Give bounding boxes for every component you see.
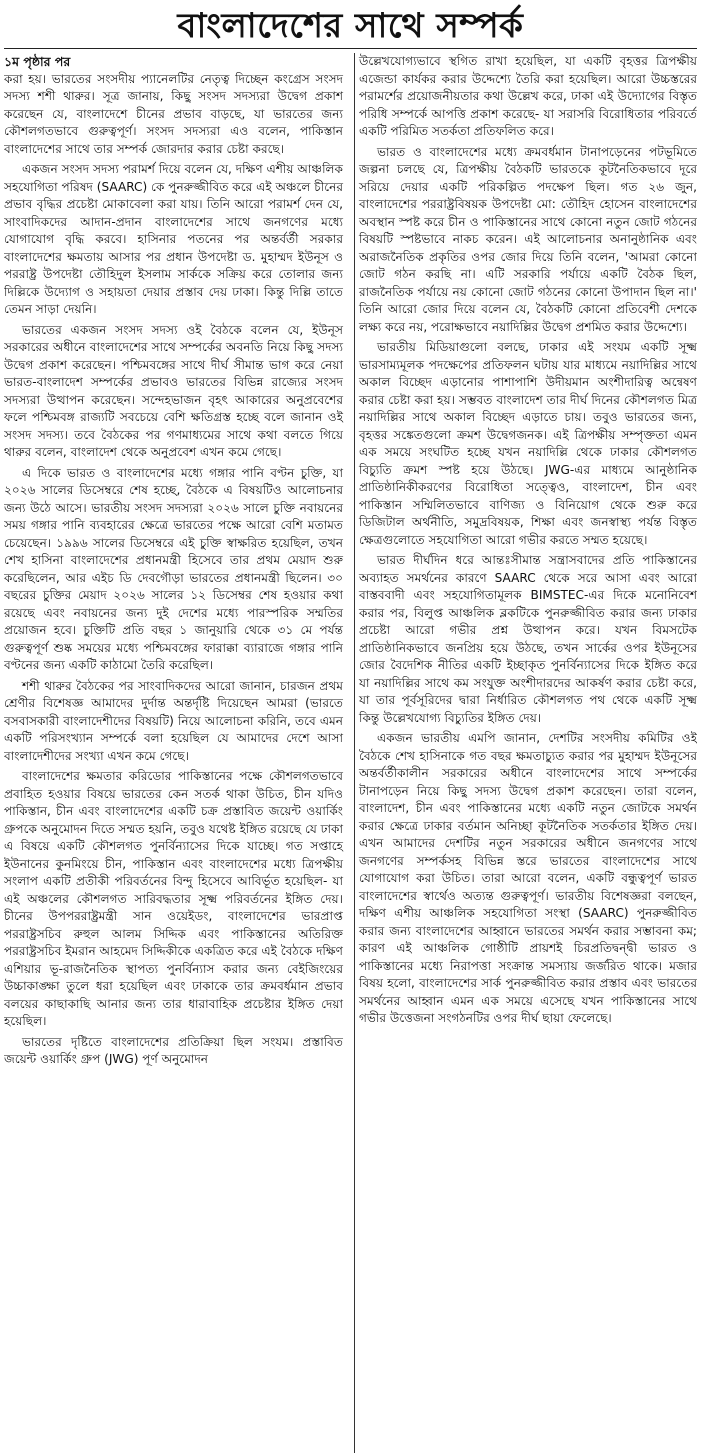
paragraph: এ দিকে ভারত ও বাংলাদেশের মধ্যে গঙ্গার পানি বণ্টন চুক্তি, যা ২০২৬ সালের ডিসেম্বরে শেষ হচ্ছে, বৈঠকে এ বিষয়টিও আলোচনার জন্য উঠে আসে। ভারতীয় সংসদ সদস্যরা ২০২৬ সালে চুক্তি নবায়নের সময় গঙ্গার পানি ব্যবহারের ক্ষেত্রে ভারতের পক্ষে আরো বেশি মতামত চেয়েছেন। ১৯৯৬ সালের ডিসেম্বরে এই চুক্তি স্বাক্ষরিত হয়েছিল, তখন শেখ হাসিনা বাংলাদেশের প্রধানমন্ত্রী হিসেবে তার প্রথম মেয়াদ শুরু করেছিলেন, আর এইচ ডি দেবগৌড়া ভারতের প্রধানমন্ত্রী ছিলেন। ৩০ বছরের চুক্তির মেয়াদ ২০২৬ সালের ১২ ডিসেম্বর শেষ হওয়ার কথা রয়েছে এবং নবায়নের জন্য দুই দেশের মধ্যে পারস্পরিক সম্মতির প্রয়োজন হবে। চুক্তিটি প্রতি বছর ১ জানুয়ারি থেকে ৩১ মে পর্যন্ত গুরুত্বপূর্ণ শুষ্ক সময়ের মধ্যে পশ্চিমবঙ্গের ফারাক্কা ব্যারাজে গঙ্গার পানি বণ্টনের জন্য একটি কাঠামো তৈরি করেছিল। xyxy=(4,465,343,672)
right-column xyxy=(354,53,697,1453)
paragraph: ভারতীয় মিডিয়াগুলো বলছে, ঢাকার এই সংযম একটি সূক্ষ্ম ভারসাম্যমূলক পদক্ষেপের প্রতিফলন ঘটায় যার মাধ্যমে নয়াদিল্লির সাথে অকাল বিচ্ছেদ এড়ানোর পাশাপাশি উদীয়মান অংশীদারিত্ব অন্বেষণ করার চেষ্টা করা হয়। সম্ভবত বাংলাদেশ তার দীর্ঘ দিনের কৌশলগত মিত্র নয়াদিল্লির সাথে অকাল বিচ্ছেদ এড়াতে চায়। তবুও ভারতের জন্য, বৃহত্তর সঙ্কেতগুলো ক্রমশ উদ্বেগজনক। এই ত্রিপক্ষীয় সম্পৃক্ততা এমন এক সময়ে সংঘটিত হচ্ছে যখন নয়াদিল্লি থেকে ঢাকার কৌশলগত বিচ্যুতি ক্রমশ স্পষ্ট হয়ে উঠছে। JWG-এর মাধ্যমে আনুষ্ঠানিক প্রাতিষ্ঠানিকীকরণের বিরোধিতা সত্ত্বেও, বাংলাদেশ, চীন এবং পাকিস্তান সম্মিলিতভাবে বাণিজ্য ও বিনিয়োগ থেকে শুরু করে ডিজিটাল অর্থনীতি, সমুদ্রবিষয়ক, শিক্ষা এবং জনস্বাস্থ্য পর্যন্ত বিস্তৃত ক্ষেত্রগুলোতে সহযোগিতা আরো গভীর করতে সম্মত হয়েছে। xyxy=(359,340,697,547)
paragraph: একজন ভারতীয় এমপি জানান, দেশটির সংসদীয় কমিটির ওই বৈঠকে শেখ হাসিনাকে গত বছর ক্ষমতাচ্যুত করার পর মুহাম্মদ ইউনূসের অন্তর্বর্তীকালীন সরকারের অধীনে বাংলাদেশের সাথে সম্পর্কের টানাপড়েন নিয়ে কিছু সদস্য উদ্বেগ প্রকাশ করেছেন। তারা বলেন, বাংলাদেশ, চীন এবং পাকিস্তানের মধ্যে একটি নতুন জোটকে সমর্থন করার ক্ষেত্রে ঢাকার বর্তমান অনিচ্ছা কূটনৈতিক সতর্কতার ইঙ্গিত দেয়। এখন আমাদের দেশটির নতুন সরকারের অধীনে জনগণের সাথে জনগণের সম্পর্কসহ বিভিন্ন স্তরে ভারতের বাংলাদেশের সাথে যোগাযোগ করা উচিত। তারা আরো বলেন, একটি বন্ধুত্বপূর্ণ ভারত বাংলাদেশের স্বার্থেও অত্যন্ত গুরুত্বপূর্ণ। ভারতীয় বিশেষজ্ঞরা বলছেন, দক্ষিণ এশীয় আঞ্চলিক সহযোগিতা সংস্থা (SAARC) পুনরুজ্জীবিত করার জন্য বাংলাদেশের আহ্বানে ভারতের সমর্থন করার সম্ভাবনা কম; কারণ এই আঞ্চলিক গোষ্ঠীটি প্রায়শই চিরপ্রতিদ্বন্দ্বী ভারত ও পাকিস্তানের মধ্যে নিরাপত্তা সংক্রান্ত সমস্যায় জর্জরিত থাকে। মজার বিষয় হলো, বাংলাদেশের সার্ক পুনরুজ্জীবিত করার প্রস্তাব এবং ভারতের সমর্থনের আহ্বান এমন এক সময়ে এসেছে যখন পাকিস্তানের সাথে গভীর উত্তেজনা সংগঠনটির ওপর দীর্ঘ ছায়া ফেলেছে। xyxy=(359,731,697,1025)
paragraph: উল্লেখযোগ্যভাবে স্থগিত রাখা হয়েছিল, যা একটি বৃহত্তর ত্রিপক্ষীয় এজেন্ডা কার্যকর করার উদ্দেশ্যে তৈরি করা হয়েছিল। আরো উচ্চস্তরের পরামর্শের প্রয়োজনীয়তার কথা উল্লেখ করে, ঢাকা এই উদ্যোগের বিস্তৃত পরিধি সম্পর্কে আপত্তি প্রকাশ করেছে- যা সরাসরি বিরোধিতার পরিবর্তে একটি পরিমিত সতর্কতা প্রতিফলিত করে। xyxy=(359,54,697,138)
left-column xyxy=(4,53,347,1453)
continued-from-label: ১ম পৃষ্ঠার পর xyxy=(4,54,71,69)
paragraph: ভারত দীর্ঘদিন ধরে আন্তঃসীমান্ত সন্ত্রাসবাদের প্রতি পাকিস্তানের অব্যাহত সমর্থনের কারণে SAARC থেকে সরে আসা এবং আরো বাস্তববাদী এবং সহযোগিতামূলক BIMSTEC-এর দিকে মনোনিবেশ করার পর, বিলুপ্ত আঞ্চলিক ব্লকটিকে পুনরুজ্জীবিত করার জন্য ঢাকার প্রচেষ্টা আরো গভীর প্রশ্ন উত্থাপন করে। যখন বিমসটেক প্রাতিষ্ঠানিকভাবে জনপ্রিয় হয়ে উঠছে, তখন সার্কের ওপর ইউনূসের জোর বৈদেশিক নীতির একটি ইচ্ছাকৃত পুনর্বিন্যাসের দিকে ইঙ্গিত করে যা নয়াদিল্লির সাথে কম সংযুক্ত অংশীদারদের আকর্ষণ করার চেষ্টা করে, যা তার পূর্বসূরিদের দ্বারা নির্ধারিত কৌশলগত পথ থেকে একটি সূক্ষ্ম কিন্তু উল্লেখযোগ্য বিচ্যুতির ইঙ্গিত দেয়। xyxy=(359,553,697,725)
article-headline: বাংলাদেশের সাথে সম্পর্ক xyxy=(4,4,697,49)
paragraph: ভারতের একজন সংসদ সদস্য ওই বৈঠকে বলেন যে, ইউনূস সরকারের অধীনে বাংলাদেশের সাথে সম্পর্কের অবনতি নিয়ে কিছু সদস্য উদ্বেগ প্রকাশ করেছেন। পশ্চিমবঙ্গের সাথে দীর্ঘ সীমান্ত ভাগ করে নেয়া ভারত-বাংলাদেশ সম্পর্কের প্রভাবও ভারতের বিভিন্ন রাজ্যের সংসদ সদস্যরা উত্থাপন করেছেন। সন্দেহভাজন বৃহৎ আকারের অনুপ্রবেশের ফলে পশ্চিমবঙ্গ রাজ্যটি সবচেয়ে বেশি ক্ষতিগ্রস্ত হচ্ছে বলে জানান ওই সংসদ সদস্য। তবে বৈঠকের পর গণমাধ্যমের সাথে কথা বলতে গিয়ে থারুর বলেন, বাংলাদেশ থেকে অনুপ্রবেশ এখন কমে গেছে। xyxy=(4,322,343,459)
paragraph: ভারত ও বাংলাদেশের মধ্যে ক্রমবর্ধমান টানাপড়েনের পটভূমিতে জল্পনা চলছে যে, ত্রিপক্ষীয় বৈঠকটি ভারতকে কূটনৈতিকভাবে দূরে সরিয়ে দেয়ার একটি পরিকল্পিত পদক্ষেপ ছিল। গত ২৬ জুন, বাংলাদেশের পররাষ্ট্রবিষয়ক উপদেষ্টা মো: তৌহিদ হোসেন বাংলাদেশের অবস্থান স্পষ্ট করে চীন ও পাকিস্তানের সাথে কোনো নতুন জোট গঠনের বিষয়টি স্পষ্টভাবে নাকচ করেন। এই আলোচনার অনানুষ্ঠানিক এবং অরাজনৈতিক প্রকৃতির ওপর জোর দিয়ে তিনি বলেন, 'আমরা কোনো জোট গঠন করছি না। এটি সরকারি পর্যায়ে একটি বৈঠক ছিল, রাজনৈতিক পর্যায়ে নয় কোনো জোট গঠনের কোনো উপাদান ছিল না।' তিনি আরো জোর দিয়ে বলেন যে, বৈঠকটি কোনো প্রতিবেশী দেশকে লক্ষ্য করে নয়, পরোক্ষভাবে নয়াদিল্লির উদ্বেগ প্রশমিত করার উদ্দেশ্যে। xyxy=(359,144,697,334)
paragraph: শশী থারুর বৈঠকের পর সাংবাদিকদের আরো জানান, চারজন প্রথম শ্রেণীর বিশেষজ্ঞ আমাদের দুর্দান্ত অন্তর্দৃষ্টি দিয়েছেন আমরা (ভারতে বসবাসকারী বাংলাদেশীদের বিষয়টি) নিয়ে আলোচনা করিনি, তবে এমন একটি পরিসংখ্যান সম্পর্কে বলা হয়েছিল যে আমাদের দেশে আসা বাংলাদেশীদের সংখ্যা এখন কমে গেছে। xyxy=(4,678,343,763)
paragraph: করা হয়। ভারতের সংসদীয় প্যানেলটির নেতৃত্ব দিচ্ছেন কংগ্রেস সংসদ সদস্য শশী থারুর। সূত্র জানায়, কিছু সংসদ সদস্যরা উদ্বেগ প্রকাশ করেছেন যে, বাংলাদেশে চীনের প্রভাব বাড়ছে, যা ভারতের জন্য কৌশলগতভাবে গুরুত্বপূর্ণ। সংসদ সদস্যরা এও বলেন, পাকিস্তান বাংলাদেশের সাথে তার সম্পর্ক জোরদার করার চেষ্টা করছে। xyxy=(4,71,343,156)
article-body xyxy=(4,53,697,1453)
paragraph: ভারতের দৃষ্টিতে বাংলাদেশের প্রতিক্রিয়া ছিল সংযম। প্রস্তাবিত জয়েন্ট ওয়ার্কিং গ্রুপ (JWG) পূর্ণ অনুমোদন xyxy=(4,1034,343,1066)
paragraph: বাংলাদেশের ক্ষমতার করিডোর পাকিস্তানের পক্ষে কৌশলগতভাবে প্রবাহিত হওয়ার বিষয়ে ভারতের কেন সতর্ক থাকা উচিত, চীন যদিও পাকিস্তান, চীন এবং বাংলাদেশের একটি চক্র প্রস্তাবিত জয়েন্ট ওয়ার্কিং গ্রুপকে অনুমোদন দিতে সম্মত হয়নি, তবুও যথেষ্ট ইঙ্গিত রয়েছে যে ঢাকা এ বিষয়ে একটি কৌশলগত পুনর্বিন্যাসের দিকে যাচ্ছে। গত সপ্তাহে ইউনানের কুনমিংয়ে চীন, পাকিস্তান এবং বাংলাদেশের মধ্যে ত্রিপক্ষীয় সংলাপ একটি প্রতীকী পরিবর্তনের বিন্দু হিসেবে আবির্ভূত হয়েছিল- যা এই অঞ্চলের কৌশলগত সারিবদ্ধতার সূক্ষ্ম পরিবর্তনের ইঙ্গিত দেয়। চীনের উপপররাষ্ট্রমন্ত্রী সান ওয়েইডং, বাংলাদেশের ভারপ্রাপ্ত পররাষ্ট্রসচিব রুহুল আলম সিদ্দিক এবং পাকিস্তানের অতিরিক্ত পররাষ্ট্রসচিব ইমরান আহমেদ সিদ্দিকীকে একত্রিত করে এই বৈঠকে দক্ষিণ এশিয়ার ভূ-রাজনৈতিক স্থাপত্য পুনর্বিন্যাস করার জন্য বেইজিংয়ের উচ্চাকাঙ্ক্ষা তুলে ধরা হয়েছিল এবং ঢাকাকে তার ক্রমবর্ধমান প্রভাব বলয়ের কাছাকাছি আনার জন্য তার ধারাবাহিক প্রচেষ্টার ইঙ্গিত দেয়া হয়েছিল। xyxy=(4,769,343,1028)
paragraph: একজন সংসদ সদস্য পরামর্শ দিয়ে বলেন যে, দক্ষিণ এশীয় আঞ্চলিক সহযোগিতা পরিষদ (SAARC) কে পুনরুজ্জীবিত করে এই অঞ্চলে চীনের প্রভাব বৃদ্ধির প্রচেষ্টা মোকাবেলা করা যায়। তিনি আরো পরামর্শ দেন যে, সাংবাদিকদের আদান-প্রদান বাংলাদেশের সাথে জনগণের মধ্যে যোগাযোগ বৃদ্ধি করবে। হাসিনার পতনের পর অন্তর্বর্তী সরকার বাংলাদেশের ক্ষমতায় আসার পর প্রধান উপদেষ্টা ড. মুহাম্মদ ইউনূস ও পররাষ্ট্র উপদেষ্টা তৌহিদুল ইসলাম সার্ককে সক্রিয় করে তোলার জন্য দিল্লিকে উদ্যোগ ও সহায়তা দেয়ার প্রস্তাব দেয় ঢাকা। কিন্তু দিল্লি তাতে তেমন সাড়া দেয়নি। xyxy=(4,162,343,316)
